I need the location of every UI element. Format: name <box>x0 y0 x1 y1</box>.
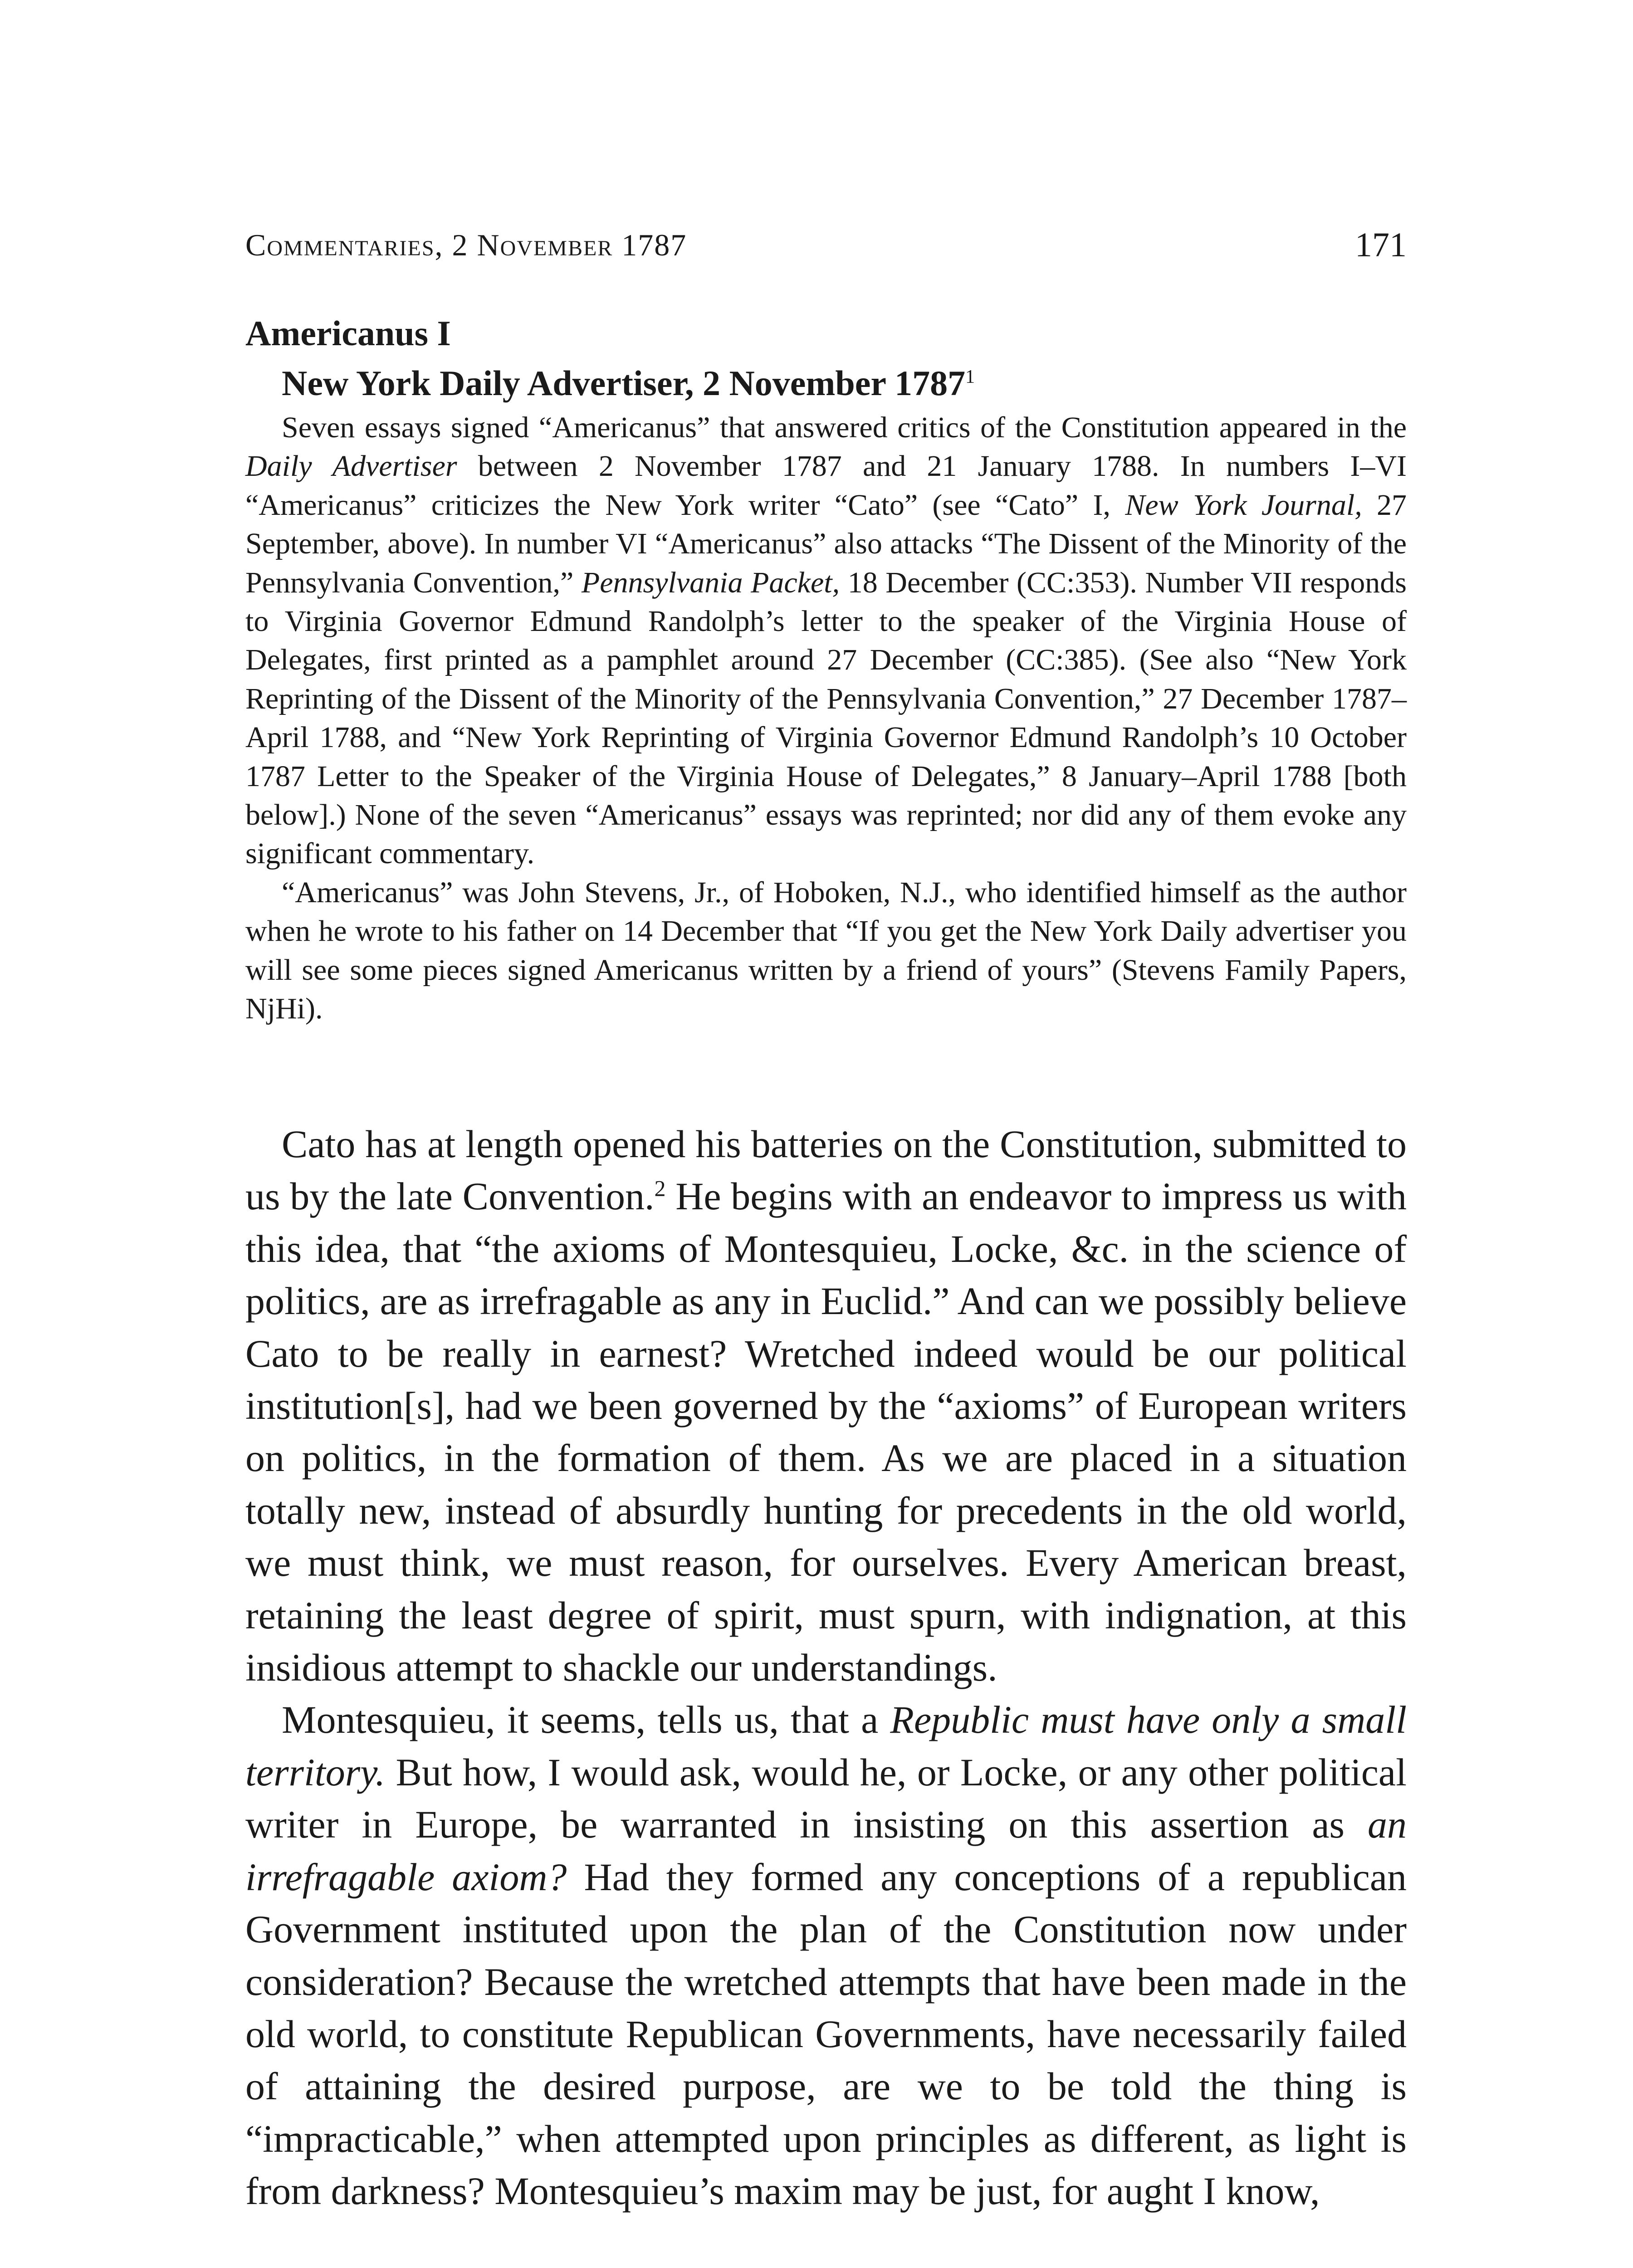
headnote-italic: New York Journal, <box>1125 488 1362 522</box>
body-italic: Republic must have only a small territory. <box>245 1698 1407 1794</box>
headnote-italic: Pennsylvania Packet, <box>581 566 840 599</box>
headnote-italic: Daily Advertiser <box>245 450 457 483</box>
running-head <box>245 218 1407 272</box>
document-source-text: New York Daily Advertiser, 2 November 1787 <box>282 363 966 403</box>
body-italic: an irrefragable axiom? <box>245 1803 1407 1899</box>
document-heading <box>245 308 1407 408</box>
headnote-text: 27 September, above). In number VI “Americanus” also attacks “The Dissent of the Minority of the Pennsylvania Convention,” <box>245 488 1407 599</box>
running-head-title: Commentaries, 2 November 1787 <box>245 228 687 262</box>
body-text: He begins with an endeavor to impress us with this idea, that “the axioms of Montesquieu, Locke, &c. in the science of politics, are as irrefragable as any in Euclid.” And can we possibly believe Cato to be really in earnest? Wretched indeed would be our political institution[s], had we been governed by the “axioms” of European writers on politics, in the formation of them. As we are placed in a situation totally new, instead of absurdly hunting for precedents in the old world, we must think, we must reason, for ourselves. Every American breast, retaining the least degree of spirit, must spurn, with indignation, at this insidious attempt to shackle our understandings. <box>245 1174 1407 1690</box>
document-source-line <box>245 358 1407 408</box>
document-title: Americanus I <box>245 313 451 353</box>
page-number: 171 <box>1355 226 1407 264</box>
body-paragraph-1 <box>245 1118 1407 1694</box>
headnote-text: Seven essays signed “Americanus” that answered critics of the Constitution appeared in the <box>282 411 1407 444</box>
headnote-paragraph-1 <box>245 408 1407 873</box>
footnote-ref: 2 <box>654 1175 666 1201</box>
body-paragraph-2 <box>245 1694 1407 2217</box>
body-text: Had they formed any conceptions of a republican Government instituted upon the plan of the Constitution now under consideration? Because the wretched attempts that have been made in the old world, to constitute Republican Governments, have necessarily failed of attaining the desired purpose, are we to be told the thing is “impracticable,” when attempted upon principles as different, as light is from darkness? Montesquieu’s maxim may be just, for aught I know, <box>245 1855 1407 2213</box>
editorial-headnote <box>245 408 1407 1028</box>
essay-body <box>245 1118 1407 2218</box>
headnote-text: 18 December (CC:353). Number VII responds to Virginia Governor Edmund Randolph’s letter to the speaker of the Virginia House of Delegates, first printed as a pamphlet around 27 December (CC:385). (See also “New York Reprinting of the Dissent of the Minority of the Pennsylvania Convention,” 27 December 1787–April 1788, and “New York Reprinting of Virginia Governor Edmund Randolph’s 10 October 1787 Letter to the Speaker of the Virginia House of Delegates,” 8 January–April 1788 [both below].) None of the seven “Americanus” essays was reprinted; nor did any of them evoke any significant commentary. <box>245 566 1407 870</box>
headnote-text: between 2 November 1787 and 21 January 1788. In numbers I–VI “Americanus” criticizes the New York writer “Cato” (see “Cato” I, <box>245 450 1407 522</box>
body-text: But how, I would ask, would he, or Locke, or any other political writer in Europe, be warranted in insisting on this assertion as <box>245 1750 1407 1847</box>
body-text: Cato has at length opened his batteries on the Constitution, submitted to us by the late Convention. <box>245 1122 1407 1218</box>
body-text: Montesquieu, it seems, tells us, that a <box>282 1698 890 1742</box>
footnote-ref: 1 <box>965 367 975 387</box>
headnote-paragraph-2: “Americanus” was John Stevens, Jr., of Hoboken, N.J., who identified himself as the author when he wrote to his father on 14 December that “If you get the New York Daily advertiser you will see some pieces signed Americanus written by a friend of yours” (Stevens Family Papers, NjHi). <box>245 875 1407 1026</box>
